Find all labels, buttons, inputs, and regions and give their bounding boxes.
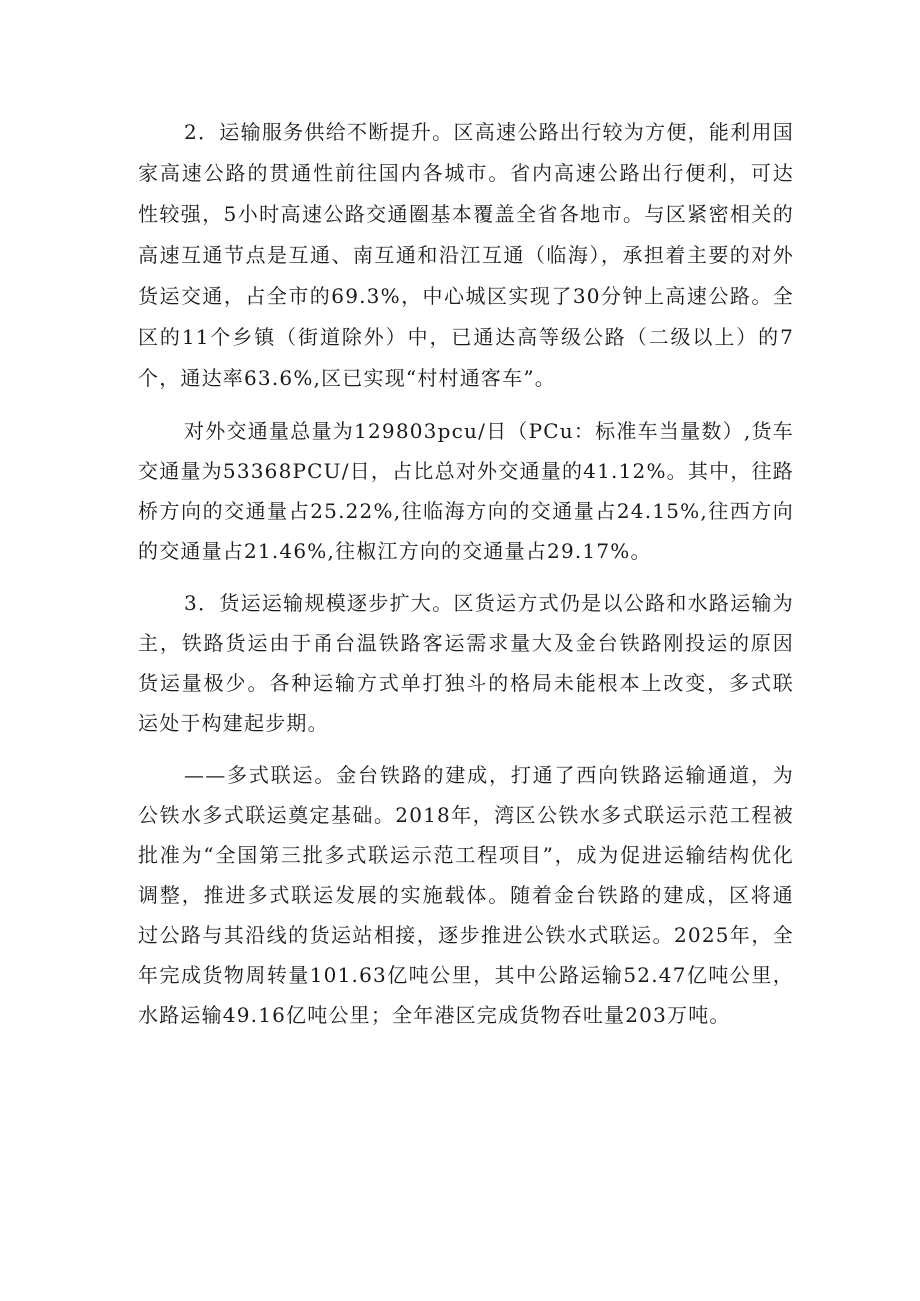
paragraph-multimodal-transport: ——多式联运。金台铁路的建成，打通了西向铁路运输通道，为公铁水多式联运奠定基础。2018年，湾区公铁水多式联运示范工程被批准为“全国第三批多式联运示范工程项目”，成为促进运输结构优化调整，推进多式联运发展的实施载体。随着金台铁路的建成，区将通过公路与其沿线的货运站相接，逐步推进公铁水式联运。2025年，全年完成货物周转量101.63亿吨公里，其中公路运输52.47亿吨公里，水路运输49.16亿吨公里；全年港区完成货物吞吐量203万吨。 [138,763,794,1027]
paragraph-freight-scale: 3．货运运输规模逐步扩大。区货运方式仍是以公路和水路运输为主，铁路货运由于甬台温铁路客运需求量大及金台铁路刚投运的原因货运量极少。各种运输方式单打独斗的格局未能根本上改变，多式联运处于构建起步期。 [138,591,794,735]
document-text [138,112,794,1047]
paragraph-traffic-volume: 对外交通量总量为129803pcu/日（PCu：标准车当量数）,货车交通量为53368PCU/日，占比总对外交通量的41.12%。其中，往路桥方向的交通量占25.22%,往临海方向的交通量占24.15%,往西方向的交通量占21.46%,往椒江方向的交通量占29.17%。 [138,419,794,563]
paragraph-transport-service: 2．运输服务供给不断提升。区高速公路出行较为方便，能利用国家高速公路的贯通性前往国内各城市。省内高速公路出行便利，可达性较强，5小时高速公路交通圈基本覆盖全省各地市。与区紧密相关的高速互通节点是互通、南互通和沿江互通（临海），承担着主要的对外货运交通，占全市的69.3%，中心城区实现了30分钟上高速公路。全区的11个乡镇（街道除外）中，已通达高等级公路（二级以上）的7个，通达率63.6%,区已实现“村村通客车”。 [138,120,794,390]
